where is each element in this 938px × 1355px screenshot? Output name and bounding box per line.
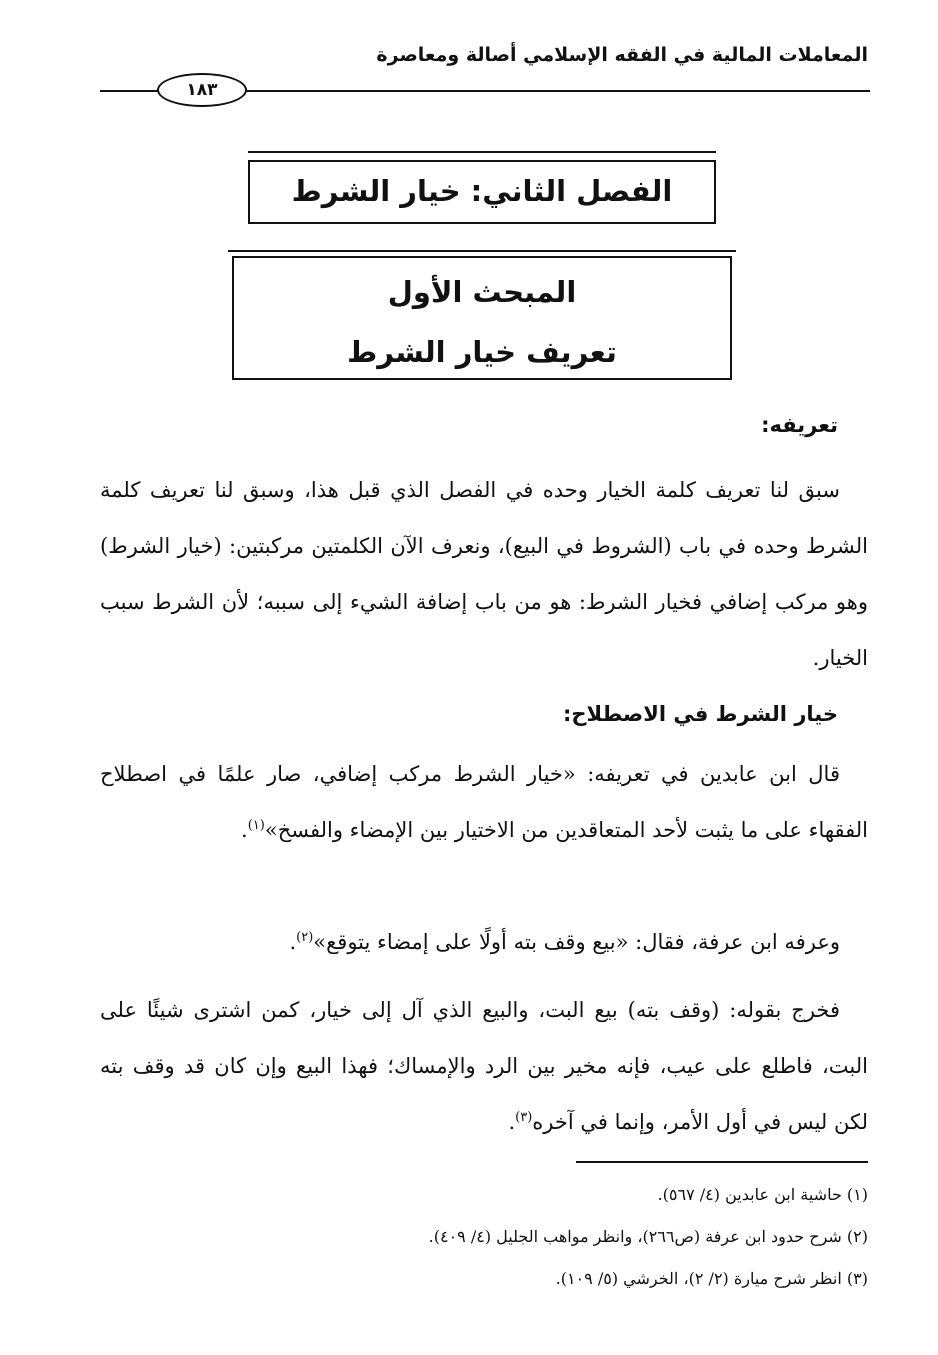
footnote-2: (٢) شرح حدود ابن عرفة (ص٢٦٦)، وانظر مواهب الجليل (٤/ ٤٠٩). [428, 1227, 868, 1246]
footnote-1: (١) حاشية ابن عابدين (٤/ ٥٦٧). [657, 1185, 868, 1204]
paragraph-end-2: . [289, 930, 297, 954]
paragraph-end-3: . [508, 1110, 516, 1134]
chapter-top-rule [248, 151, 716, 153]
footnote-ref-3: (٣) [515, 1110, 533, 1125]
footnote-ref-1: (١) [247, 818, 265, 833]
section-title-line2: تعريف خيار الشرط [347, 335, 617, 369]
paragraph-explanation-text: فخرج بقوله: (وقف بته) بيع البت، والبيع الذي آل إلى خيار، كمن اشترى شيئًا على البت، فاطلع على عيب، فإنه مخير بين الرد والإمساك؛ فهذا البيع وإن كان قد وقف بته لكن ليس في أول الأمر، وإنما في آخره [100, 998, 868, 1134]
paragraph-end-1: . [241, 818, 248, 842]
chapter-title: الفصل الثاني: خيار الشرط [291, 174, 673, 208]
paragraph-ibn-abidin [100, 746, 868, 858]
paragraph-ibn-abidin-text: قال ابن عابدين في تعريفه: «خيار الشرط مركب إضافي، صار علمًا في اصطلاح الفقهاء على ما يثبت لأحد المتعاقدين من الاختيار بين الإمضاء والفسخ» [100, 762, 868, 842]
page-number: ١٨٣ [157, 73, 247, 107]
footnote-rule [576, 1161, 868, 1163]
running-header: المعاملات المالية في الفقه الإسلامي أصالة ومعاصرة [376, 44, 868, 66]
paragraph-ibn-arafa-text: وعرفه ابن عرفة، فقال: «بيع وقف بته أولًا على إمضاء يتوقع» [313, 930, 840, 954]
paragraph-ibn-arafa [100, 914, 868, 970]
paragraph-explanation [100, 982, 868, 1150]
definition-heading: تعريفه: [761, 413, 838, 437]
section-title-line1: المبحث الأول [387, 275, 577, 309]
paragraph-definition: سبق لنا تعريف كلمة الخيار وحده في الفصل الذي قبل هذا، وسبق لنا تعريف كلمة الشرط وحده في باب (الشروط في البيع)، ونعرف الآن الكلمتين مركبتين: (خيار الشرط) وهو مركب إضافي فخيار الشرط: هو من باب إضافة الشيء إلى سببه؛ لأن الشرط سبب الخيار. [100, 478, 868, 670]
footnote-3: (٣) انظر شرح ميارة (٢/ ٢)، الخرشي (٥/ ١٠٩). [555, 1269, 868, 1288]
footnote-ref-2: (٢) [296, 930, 314, 945]
section-top-rule [228, 250, 736, 252]
terminology-heading: خيار الشرط في الاصطلاح: [563, 702, 838, 726]
section-title [232, 262, 732, 382]
